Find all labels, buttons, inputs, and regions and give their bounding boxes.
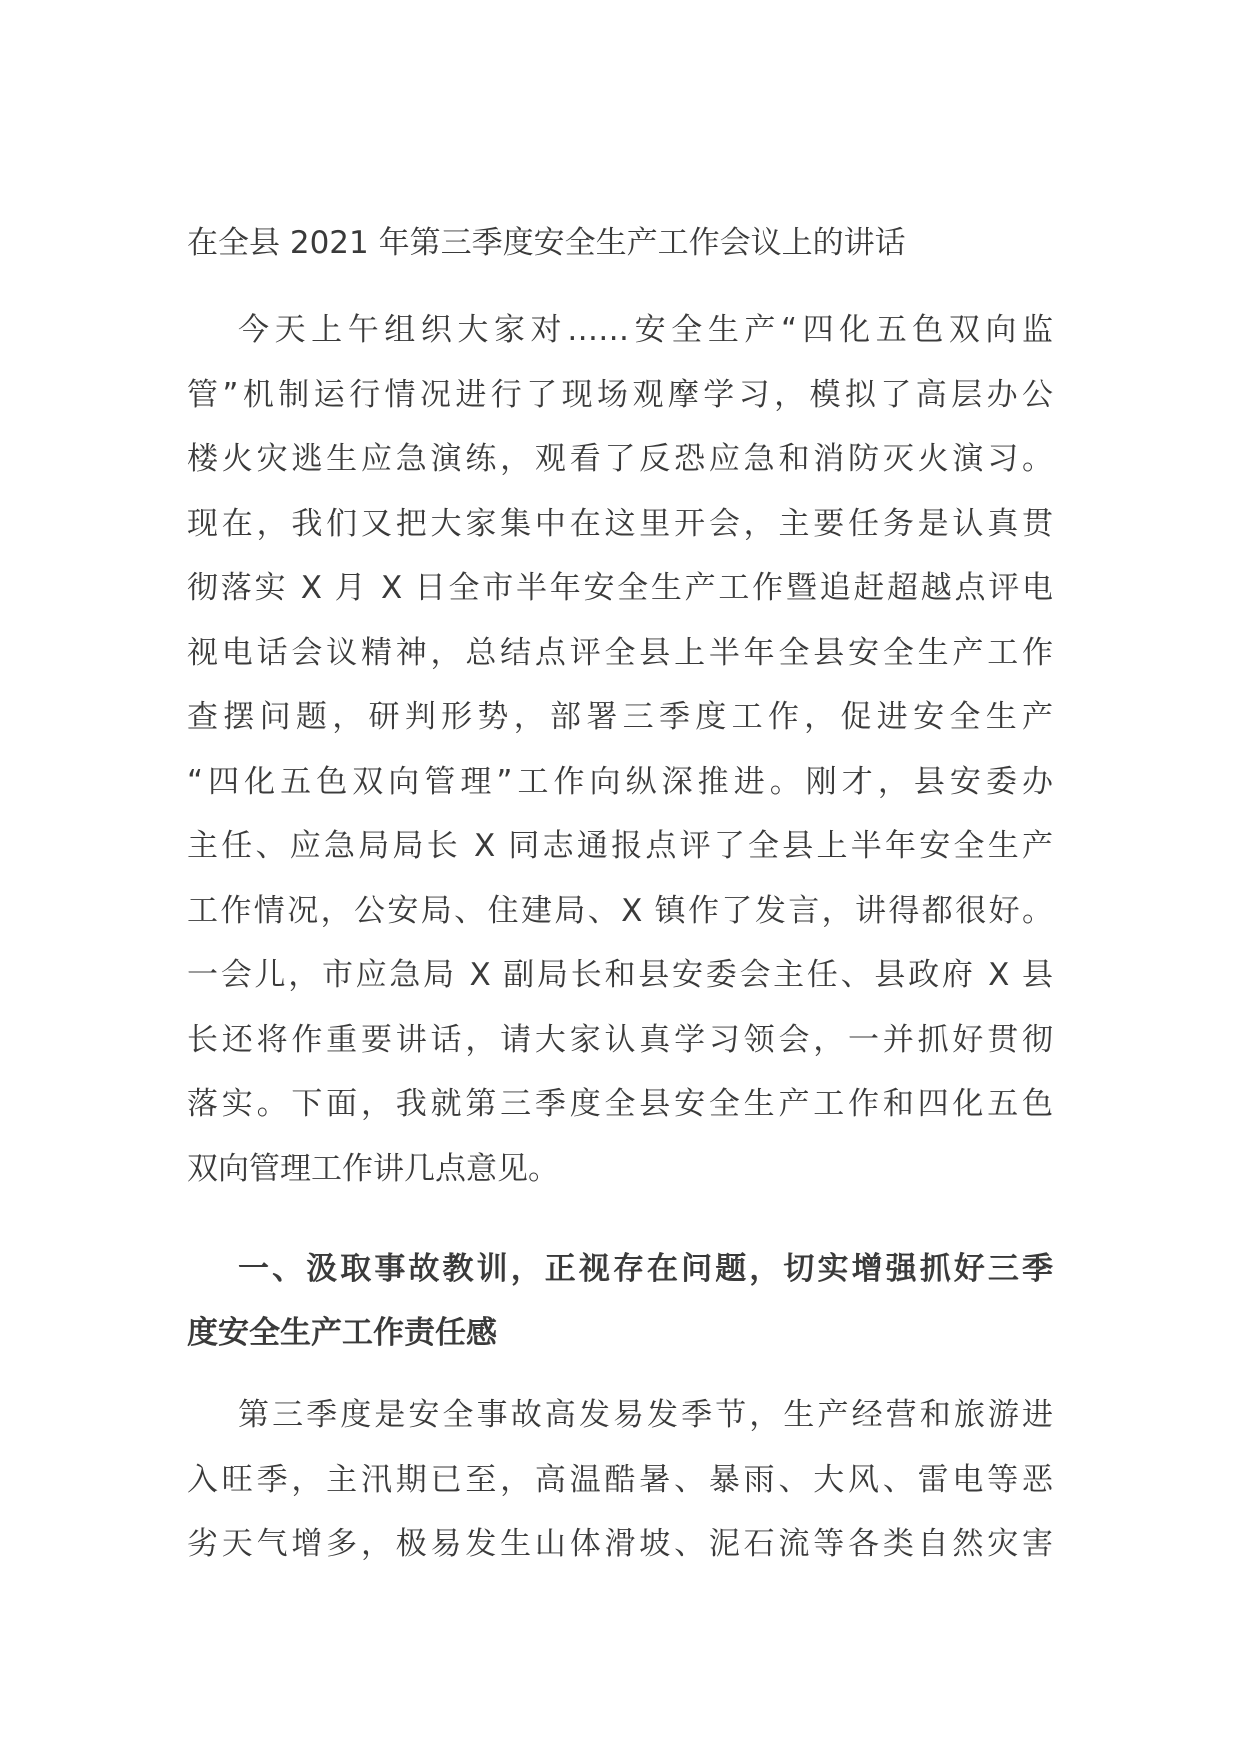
text-line: “四化五色双向管理”工作向纵深推进。刚才，县安委办	[187, 763, 1053, 800]
document-title: 在全县 2021 年第三季度安全生产工作会议上的讲话	[187, 225, 906, 261]
text-line: 入旺季，主汛期已至，高温酷暑、暴雨、大风、雷电等恶	[187, 1461, 1053, 1498]
text-line: 落实。下面，我就第三季度全县安全生产工作和四化五色	[187, 1086, 1053, 1122]
heading-line: 度安全生产工作责任感	[187, 1315, 497, 1351]
text-line: 管”机制运行情况进行了现场观摩学习，模拟了高层办公	[187, 376, 1053, 413]
text-line: 今天上午组织大家对……安全生产“四化五色双向监	[238, 312, 1053, 348]
text-line: 一会儿，市应急局 X 副局长和县安委会主任、县政府 X 县	[187, 957, 1053, 993]
text-line: 双向管理工作讲几点意见。	[187, 1150, 559, 1187]
text-line: 主任、应急局局长 X 同志通报点评了全县上半年安全生产	[187, 828, 1053, 864]
text-line: 楼火灾逃生应急演练，观看了反恐应急和消防灭火演习。	[187, 441, 1053, 477]
text-line: 查摆问题，研判形势，部署三季度工作，促进安全生产	[187, 699, 1053, 735]
text-line: 视电话会议精神，总结点评全县上半年全县安全生产工作	[187, 634, 1053, 671]
section-heading-1	[187, 1237, 1053, 1365]
paragraph-intro	[187, 298, 1053, 1201]
text-line: 第三季度是安全事故高发易发季节，生产经营和旅游进	[238, 1397, 1053, 1433]
text-line: 现在，我们又把大家集中在这里开会，主要任务是认真贯	[187, 505, 1053, 542]
text-line: 长还将作重要讲话，请大家认真学习领会，一并抓好贯彻	[187, 1021, 1053, 1058]
paragraph-section1	[187, 1383, 1053, 1577]
text-line: 劣天气增多，极易发生山体滑坡、泥石流等各类自然灾害	[187, 1526, 1053, 1562]
heading-line: 一、汲取事故教训，正视存在问题，切实增强抓好三季	[238, 1251, 1053, 1287]
text-line: 工作情况，公安局、住建局、X 镇作了发言，讲得都很好。	[187, 892, 1053, 929]
text-line: 彻落实 X 月 X 日全市半年安全生产工作暨追赶超越点评电	[187, 570, 1053, 606]
